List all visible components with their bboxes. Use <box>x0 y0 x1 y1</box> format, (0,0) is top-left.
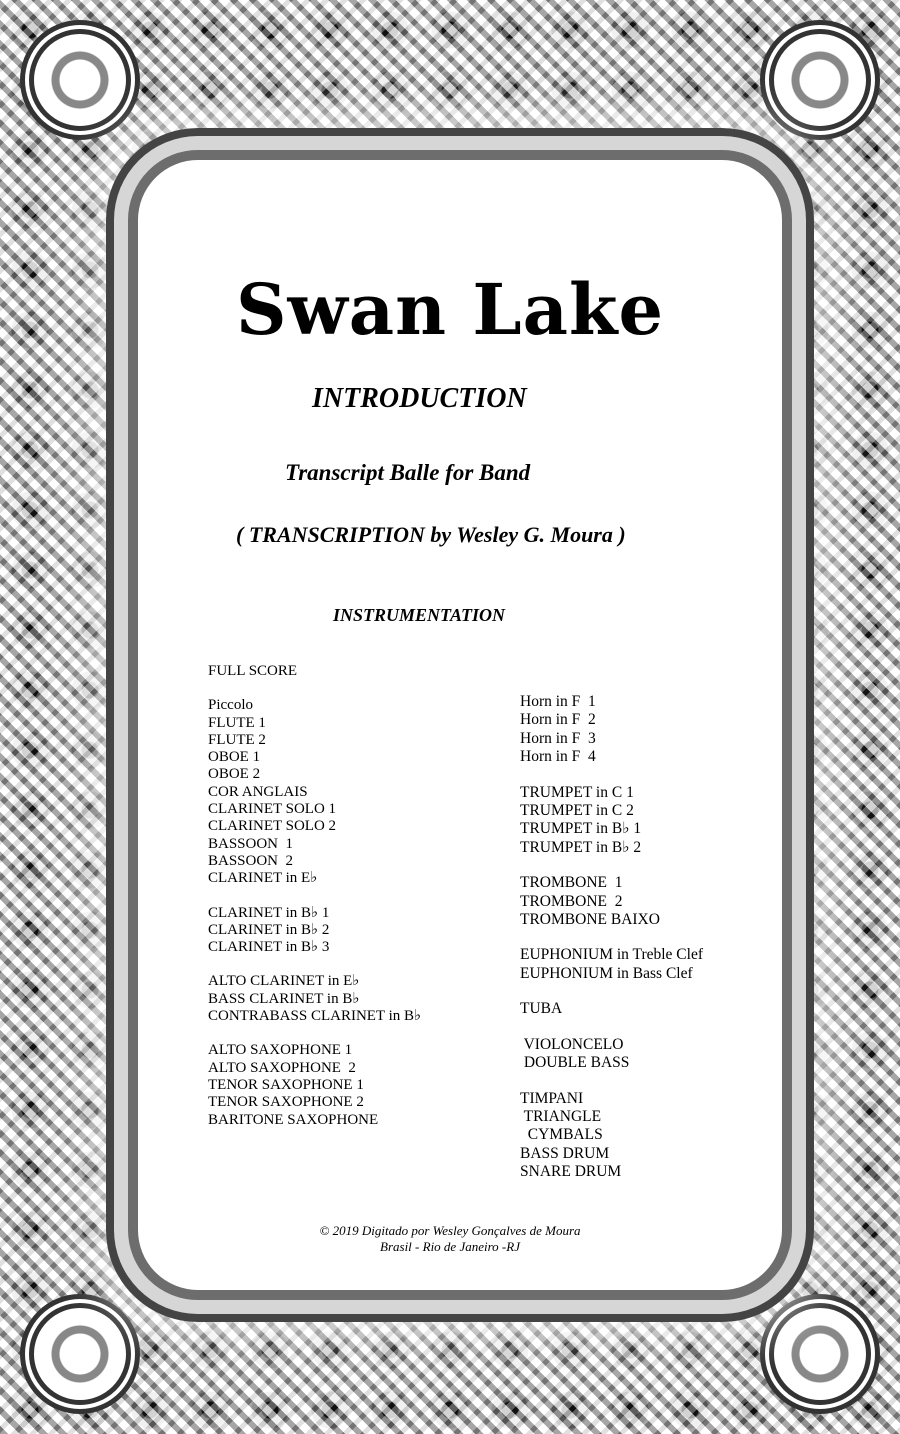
instrument-item: Horn in F 4 <box>520 748 596 766</box>
instrument-item: CLARINET SOLO 2 <box>208 818 337 835</box>
instrument-item: CLARINET SOLO 1 <box>208 801 337 818</box>
list-spacer <box>520 1019 703 1036</box>
instrument-item: BASSOON 1 <box>208 835 294 852</box>
instrument-list-right <box>520 693 703 1182</box>
corner-ornament-bottom-right <box>760 1294 880 1414</box>
instrument-item: ALTO CLARINET in E♭ <box>208 973 360 990</box>
instrument-item: EUPHONIUM in Bass Clef <box>520 964 693 982</box>
instrument-item: OBOE 2 <box>208 766 261 783</box>
instrument-item: Piccolo <box>208 697 253 714</box>
instrument-item: FULL SCORE <box>208 663 298 679</box>
corner-ornament-top-right <box>760 20 880 140</box>
list-spacer <box>208 1025 421 1042</box>
location-line: Brasil - Rio de Janeiro -RJ <box>380 1239 520 1254</box>
instrument-item: CYMBALS <box>520 1126 603 1144</box>
instrument-list-left <box>208 663 421 1129</box>
page-title: Swan Lake <box>235 268 665 351</box>
instrument-item: BASSOON 2 <box>208 852 294 869</box>
list-spacer <box>520 983 703 1000</box>
instrument-item: VIOLONCELO <box>520 1035 624 1053</box>
instrument-item: OBOE 1 <box>208 749 261 766</box>
instrument-item: TROMBONE 1 <box>520 874 623 892</box>
transcript-line: Transcript Balle for Band <box>285 460 531 485</box>
instrument-item: ALTO SAXOPHONE 1 <box>208 1042 353 1059</box>
instrument-item: TROMBONE 2 <box>520 892 623 910</box>
instrument-item: TENOR SAXOPHONE 1 <box>208 1076 364 1093</box>
list-spacer <box>520 929 703 946</box>
instrument-item: TRIANGLE <box>520 1107 602 1125</box>
instrument-item: TRUMPET in C 2 <box>520 802 634 820</box>
instrument-item: FLUTE 2 <box>208 731 266 748</box>
instrument-item: BASS DRUM <box>520 1144 610 1162</box>
instrument-item: COR ANGLAIS <box>208 783 308 800</box>
instrument-item: BASS CLARINET in B♭ <box>208 990 360 1007</box>
instrument-item: TRUMPET in C 1 <box>520 783 634 801</box>
instrument-item: TIMPANI <box>520 1089 584 1107</box>
instrument-item: TENOR SAXOPHONE 2 <box>208 1094 364 1111</box>
list-spacer <box>520 1073 703 1090</box>
instrument-item: SNARE DRUM <box>520 1163 622 1181</box>
instrument-item: CLARINET in B♭ 1 <box>208 904 330 921</box>
instrument-item: CLARINET in B♭ 2 <box>208 921 330 938</box>
transcription-credit: ( TRANSCRIPTION by Wesley G. Moura ) <box>236 522 626 547</box>
instrument-item: FLUTE 1 <box>208 714 266 731</box>
list-spacer <box>520 857 703 874</box>
instrument-item: Horn in F 1 <box>520 693 596 710</box>
subtitle: INTRODUCTION <box>312 383 527 414</box>
instrument-item: EUPHONIUM in Treble Clef <box>520 946 703 964</box>
list-spacer <box>520 767 703 784</box>
instrumentation-heading: INSTRUMENTATION <box>333 605 506 625</box>
list-spacer <box>208 888 421 905</box>
instrument-item: TRUMPET in B♭ 2 <box>520 838 642 856</box>
copyright-line: © 2019 Digitado por Wesley Gonçalves de Moura <box>319 1223 581 1238</box>
instrument-item: BARITONE SAXOPHONE <box>208 1111 379 1128</box>
list-spacer <box>208 956 421 973</box>
list-spacer <box>208 680 421 697</box>
instrument-item: Horn in F 3 <box>520 729 596 747</box>
corner-ornament-bottom-left <box>20 1294 140 1414</box>
corner-ornament-top-left <box>20 20 140 140</box>
instrument-item: CLARINET in B♭ 3 <box>208 939 330 956</box>
instrument-item: TUBA <box>520 1000 563 1018</box>
instrument-item: CONTRABASS CLARINET in B♭ <box>208 1008 422 1025</box>
instrument-item: ALTO SAXOPHONE 2 <box>208 1059 356 1076</box>
instrument-item: DOUBLE BASS <box>520 1054 630 1072</box>
instrument-item: Horn in F 2 <box>520 711 596 729</box>
instrument-item: TROMBONE BAIXO <box>520 911 660 929</box>
instrument-item: CLARINET in E♭ <box>208 870 318 887</box>
instrument-item: TRUMPET in B♭ 1 <box>520 820 642 838</box>
